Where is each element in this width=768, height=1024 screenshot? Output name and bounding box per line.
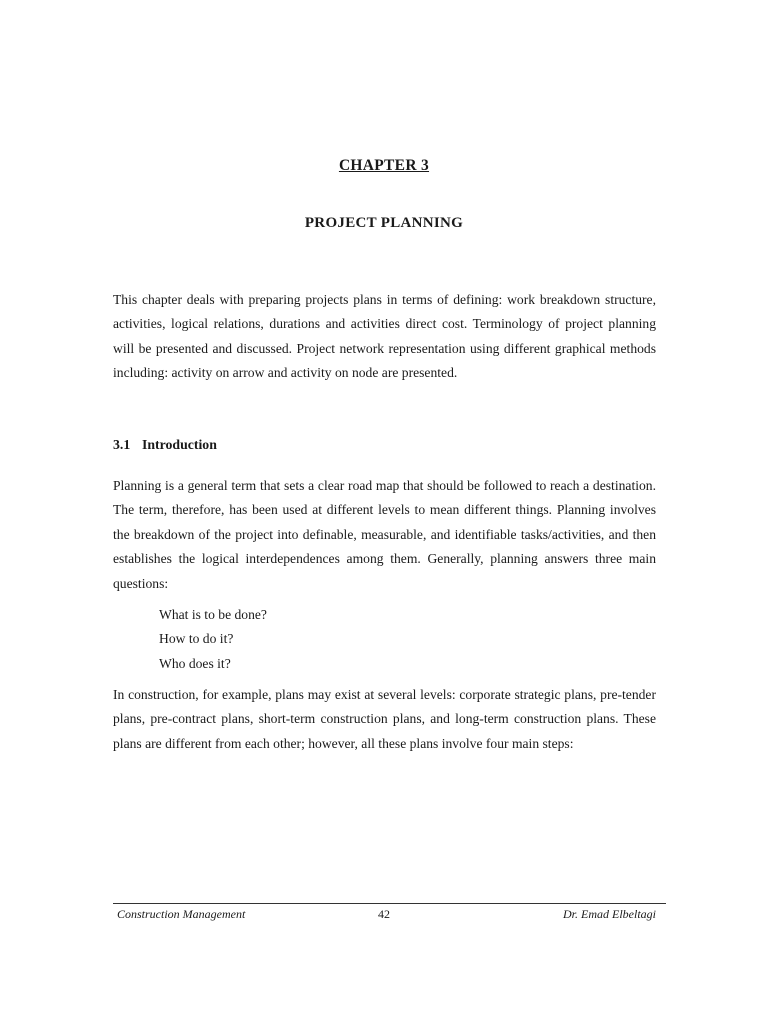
footer-divider (113, 903, 666, 904)
footer-author: Dr. Emad Elbeltagi (563, 907, 656, 921)
list-item: Who does it? (159, 655, 231, 671)
footer-page-number: 42 (378, 907, 390, 921)
list-item: How to do it? (159, 631, 234, 647)
intro-paragraph: This chapter deals with preparing projects plans in terms of defining: work breakdown structure, activities, logical relations, durations and activities direct cost. Terminology of project planning will be presented and discussed. Project network representation using different graphical methods including: activity on arrow and activity on node are presented. (113, 292, 656, 381)
questions-list (159, 603, 267, 676)
chapter-subtitle: PROJECT PLANNING (304, 215, 464, 231)
section-paragraph-2: In construction, for example, plans may exist at several levels: corporate strategic plans, pre-tender plans, pre-contract plans, short-term construction plans, and long-term construction plans. These plans are different from each other; however, all these plans involve four main steps: (113, 687, 656, 751)
list-item: What is to be done? (159, 607, 267, 622)
section-number: 3.1 (113, 437, 131, 452)
chapter-title: CHAPTER 3 (338, 157, 430, 174)
section-paragraph-1: Planning is a general term that sets a clear road map that should be followed to reach a destination. The term, therefore, has been used at different levels to mean different things. Planning involves the breakdown of the project into definable, measurable, and identifiable tasks/activities, and then establishes the logical interdependences among them. Generally, planning answers three main questions: (113, 478, 656, 591)
section-heading (113, 437, 217, 453)
footer-book-title: Construction Management (117, 907, 246, 921)
section-title: Introduction (142, 437, 217, 452)
page-footer (113, 907, 666, 925)
